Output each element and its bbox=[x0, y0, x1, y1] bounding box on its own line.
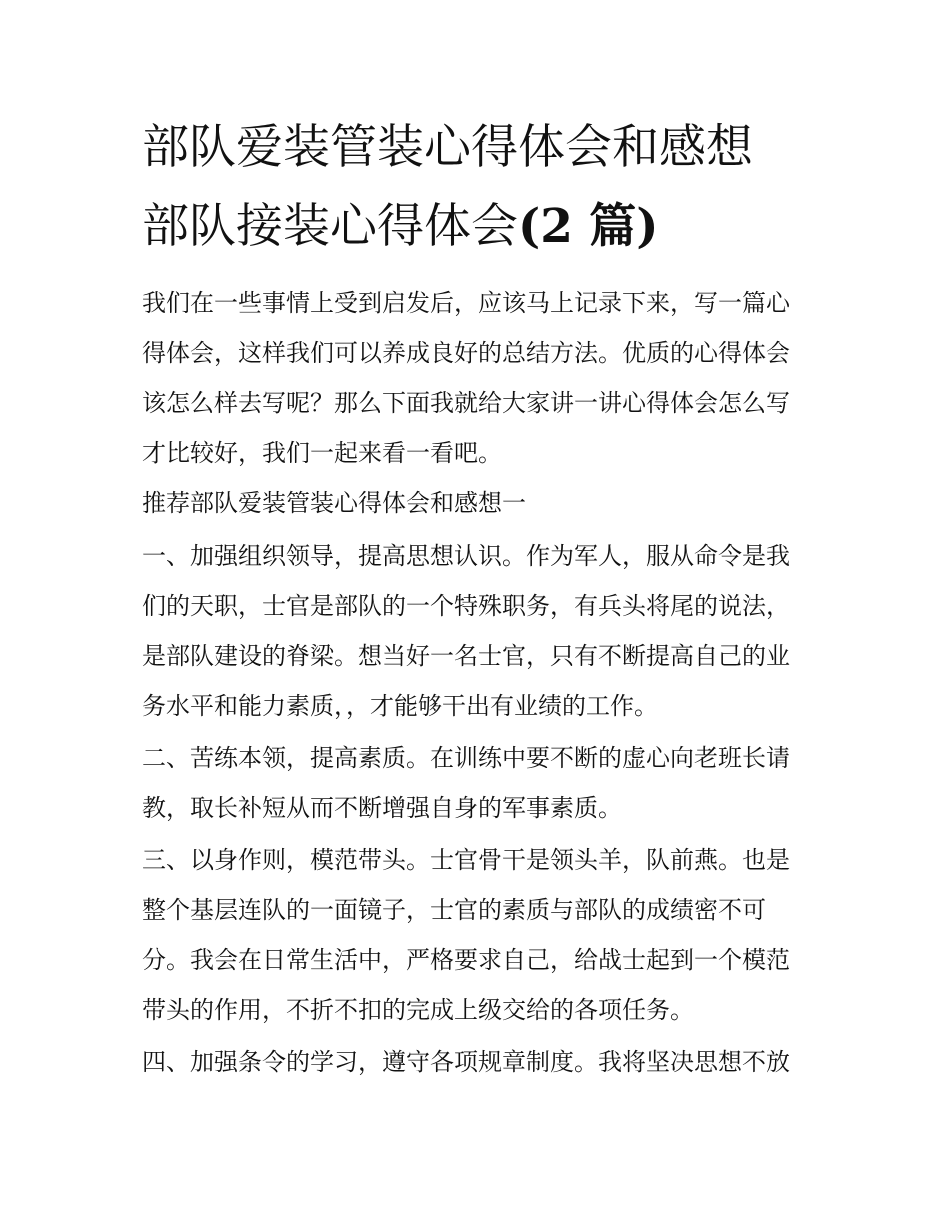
document-title-count: (2 篇) bbox=[518, 199, 659, 254]
paragraph-line: 四、加强条令的学习，遵守各项规章制度。我将坚决思想不放 bbox=[142, 1048, 790, 1076]
paragraph-line: 整个基层连队的一面镜子，士官的素质与部队的成绩密不可 bbox=[142, 896, 766, 924]
paragraph-line: 教，取长补短从而不断增强自身的军事素质。 bbox=[142, 794, 622, 822]
paragraph-line: 二、苦练本领，提高素质。在训练中要不断的虚心向老班长请 bbox=[142, 744, 790, 772]
document-title-line-2-text: 部队接装心得体会 bbox=[142, 199, 518, 254]
paragraph-line: 才比较好，我们一起来看一看吧。 bbox=[142, 439, 502, 467]
paragraph-line: 该怎么样去写呢？那么下面我就给大家讲一讲心得体会怎么写 bbox=[142, 389, 790, 417]
paragraph-line: 得体会，这样我们可以养成良好的总结方法。优质的心得体会 bbox=[142, 339, 790, 367]
paragraph-line: 务水平和能力素质，，才能够干出有业绩的工作。 bbox=[142, 692, 658, 720]
paragraph-line: 是部队建设的脊梁。想当好一名士官，只有不断提高自己的业 bbox=[142, 642, 790, 670]
paragraph-line: 一、加强组织领导，提高思想认识。作为军人，服从命令是我 bbox=[142, 542, 790, 570]
document-title-line-1: 部队爱装管装心得体会和感想 bbox=[142, 120, 753, 175]
paragraph-line: 带头的作用，不折不扣的完成上级交给的各项任务。 bbox=[142, 996, 694, 1024]
section-heading: 推荐部队爱装管装心得体会和感想一 bbox=[142, 489, 526, 517]
paragraph-line: 们的天职，士官是部队的一个特殊职务，有兵头将尾的说法， bbox=[142, 592, 790, 620]
paragraph-line: 三、以身作则，模范带头。士官骨干是领头羊，队前燕。也是 bbox=[142, 846, 790, 874]
document-title-line-2 bbox=[142, 197, 842, 257]
paragraph-line: 分。我会在日常生活中，严格要求自己，给战士起到一个模范 bbox=[142, 946, 790, 974]
paragraph-line: 我们在一些事情上受到启发后，应该马上记录下来，写一篇心 bbox=[142, 289, 790, 317]
